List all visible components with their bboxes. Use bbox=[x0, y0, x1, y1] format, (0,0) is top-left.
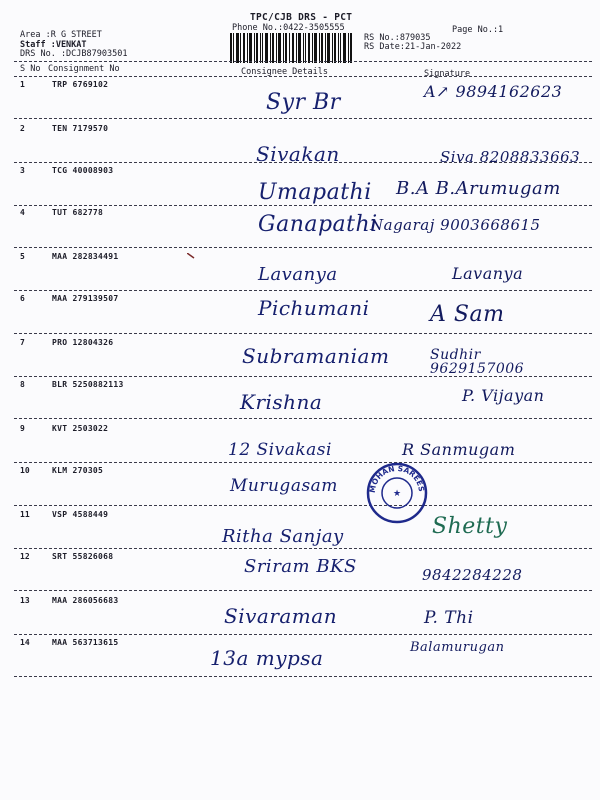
staff-label: Staff :VENKAT bbox=[20, 40, 87, 50]
row-consignment: MAA 563713615 bbox=[52, 638, 119, 647]
row-consignee-handwriting: Umapathi bbox=[258, 180, 372, 205]
row-signature-handwriting: Nagaraj 9003668615 bbox=[370, 216, 541, 234]
barcode bbox=[230, 33, 354, 63]
table-row bbox=[0, 208, 600, 252]
row-divider bbox=[14, 548, 592, 549]
row-signature-handwriting: 9842284228 bbox=[422, 566, 523, 584]
row-consignee-handwriting: 12 Sivakasi bbox=[228, 440, 332, 460]
company-stamp bbox=[366, 462, 428, 524]
row-divider bbox=[14, 505, 592, 506]
row-consignee-handwriting: Krishna bbox=[240, 390, 323, 414]
row-divider bbox=[14, 634, 592, 635]
document-title: TPC/CJB DRS - PCT bbox=[250, 12, 353, 23]
header-rule-bottom bbox=[14, 76, 592, 77]
row-signature-handwriting: Lavanya bbox=[452, 264, 524, 283]
row-signature-handwriting: B.A B.Arumugam bbox=[396, 178, 561, 199]
row-divider bbox=[14, 162, 592, 163]
row-consignee-handwriting: Subramaniam bbox=[242, 344, 390, 368]
row-sno: 10 bbox=[20, 466, 30, 475]
row-divider bbox=[14, 290, 592, 291]
col-header-sno: S No bbox=[20, 64, 41, 74]
rs-number: RS No.:879035 bbox=[364, 33, 431, 43]
row-signature-handwriting: Sudhir 9629157006 bbox=[430, 347, 525, 377]
area-label: Area :R G STREET bbox=[20, 30, 102, 40]
row-consignment: MAA 286056683 bbox=[52, 596, 119, 605]
row-signature-handwriting: A Sam bbox=[430, 302, 505, 327]
phone-number: Phone No.:0422-3505555 bbox=[232, 23, 345, 33]
row-divider bbox=[14, 205, 592, 206]
col-header-consignee: Consignee Details bbox=[241, 67, 328, 77]
table-row bbox=[0, 294, 600, 338]
row-sno: 5 bbox=[20, 252, 25, 261]
row-divider bbox=[14, 462, 592, 463]
row-consignment: MAA 279139507 bbox=[52, 294, 119, 303]
row-signature-handwriting: P. Thi bbox=[424, 608, 474, 628]
col-header-consignment: Consignment No bbox=[48, 64, 120, 74]
row-signature-handwriting: Shetty bbox=[432, 514, 508, 539]
row-consignment: PRO 12804326 bbox=[52, 338, 114, 347]
row-consignee-handwriting: Ritha Sanjay bbox=[222, 526, 344, 547]
page-number: Page No.:1 bbox=[452, 25, 504, 35]
row-divider bbox=[14, 118, 592, 119]
row-divider bbox=[14, 590, 592, 591]
row-consignment: TCG 40008903 bbox=[52, 166, 114, 175]
row-sno: 13 bbox=[20, 596, 30, 605]
row-sno: 4 bbox=[20, 208, 25, 217]
rs-date: RS Date:21-Jan-2022 bbox=[364, 42, 462, 52]
row-consignment: TRP 6769102 bbox=[52, 80, 109, 89]
row-consignment: VSP 4588449 bbox=[52, 510, 109, 519]
drs-number: DRS No. :DCJB87903501 bbox=[20, 49, 128, 59]
row-consignment: BLR 5250882113 bbox=[52, 380, 124, 389]
row-sno: 6 bbox=[20, 294, 25, 303]
row-sno: 3 bbox=[20, 166, 25, 175]
row-sno: 7 bbox=[20, 338, 25, 347]
row-consignment: TUT 682778 bbox=[52, 208, 104, 217]
row-divider bbox=[14, 418, 592, 419]
row-divider bbox=[14, 676, 592, 677]
svg-text:★: ★ bbox=[392, 489, 402, 499]
row-sno: 12 bbox=[20, 552, 30, 561]
row-consignment: MAA 282834491 bbox=[52, 252, 119, 261]
row-sno: 2 bbox=[20, 124, 25, 133]
table-row bbox=[0, 166, 600, 210]
row-sno: 11 bbox=[20, 510, 30, 519]
row-signature-handwriting: R Sanmugam bbox=[402, 440, 516, 459]
row-consignee-handwriting: Pichumani bbox=[258, 296, 370, 320]
row-consignment: TEN 7179570 bbox=[52, 124, 109, 133]
row-sno: 8 bbox=[20, 380, 25, 389]
table-row bbox=[0, 463, 600, 510]
row-consignee-handwriting: Sivakan bbox=[256, 142, 340, 166]
row-consignee-handwriting: Sriram BKS bbox=[244, 556, 357, 577]
col-header-signature: Signature bbox=[424, 69, 471, 79]
row-consignee-handwriting: Syr Br bbox=[266, 90, 341, 115]
header-rule-top bbox=[14, 61, 592, 62]
row-consignee-handwriting: 13a mypsa bbox=[210, 646, 324, 670]
row-consignee-handwriting: Sivaraman bbox=[224, 604, 338, 628]
row-consignee-handwriting: Ganapathi bbox=[258, 212, 378, 237]
row-signature-handwriting: Balamurugan bbox=[410, 640, 505, 655]
row-divider bbox=[14, 333, 592, 334]
row-divider bbox=[14, 376, 592, 377]
row-divider bbox=[14, 247, 592, 248]
row-sno: 14 bbox=[20, 638, 30, 647]
row-consignee-handwriting: Murugasam bbox=[230, 476, 338, 496]
row-sno: 1 bbox=[20, 80, 25, 89]
row-sno: 9 bbox=[20, 424, 25, 433]
row-signature-handwriting: Siva 8208833663 bbox=[440, 148, 581, 166]
row-consignment: KVT 2503022 bbox=[52, 424, 109, 433]
row-consignee-handwriting: Lavanya bbox=[258, 264, 338, 285]
row-consignment: KLM 270305 bbox=[52, 466, 104, 475]
row-signature-handwriting: P. Vijayan bbox=[462, 386, 545, 405]
stamp-text: MOHAN SAREES bbox=[367, 463, 427, 494]
row-signature-handwriting: A↗ 9894162623 bbox=[424, 82, 563, 101]
row-consignment: SRT 55826068 bbox=[52, 552, 114, 561]
